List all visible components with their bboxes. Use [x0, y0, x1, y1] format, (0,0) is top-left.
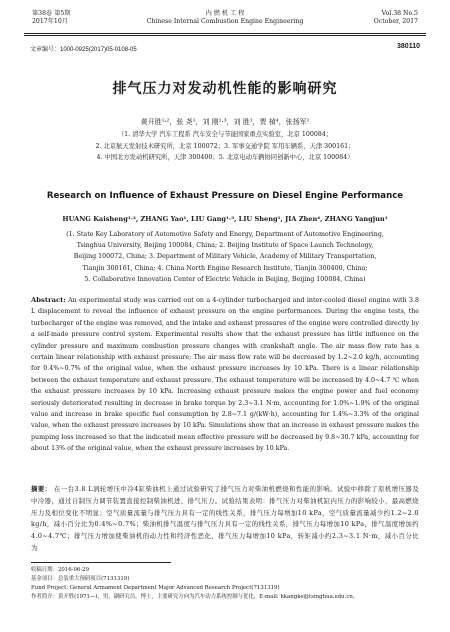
footnote-fund-en: Fund Project: General Armament Department Major Advanced Research Project(7131319)	[31, 585, 280, 591]
affiliation-line: 5. Collaborative Innovation Center of Electric Vehicle in Beijing, Beijing 100084, China)	[84, 275, 366, 283]
article-meta	[30, 44, 420, 54]
authors-english: HUANG Kaisheng¹·², ZHANG Yao¹, LIU Gang¹·³, LIU Sheng¹, JIA Zhen⁴, ZHANG Yangjun¹	[62, 215, 388, 223]
journal-name-cn: 内 燃 机 工 程	[205, 10, 245, 17]
abstract-text: An experimental study was carried out on a 4-cylinder turbocharged and inter-cooled diesel engine with 3.8 L displacement to reveal the influence of exhaust pressure on the engine performances. During the engine tests, the turbocharger of the engine was removed, and the intake and exhaust pressures of the engine were controlled directly by a self-made pressure control system. Experimental results show that the exhaust pressure has little influence on the cylinder pressure and maximum combustion pressure changes with crankshaft angle. The air mass flow rate has a certain linear relationship with exhaust pressure; The air mass flow rate will be decreased by 1.2~2.0 kg/h, accounting for 0.4%~0.7% of the original value, when the exhaust pressure increases by 10 kPa. There is a linear relationship between the exhaust temperature and exhaust pressure. The exhaust temperature will be increased by 4.0~4.7 ℃ when the exhaust pressure increases by 10 kPa. Increasing exhaust pressure makes the engine power and fuel economy seriously deteriorated resulting in decrease in brake torque by 2.3~3.1 N·m, accounting for 1.0%~1.9% of the original value and increase in brake specific fuel consumption by 2.8~7.1 g/(kW·h), accounting for 1.4%~3.3% of the original value, when the exhaust pressure increases by 10 kPa. Simulations show that an increase in exhaust pressure makes the pumping loss increased so that the indicated mean effective pressure will be decreased by 9.8~30.7 kPa, accounting for about 13% of the original value, when the exhaust pressure increases by 10 kPa.	[31, 297, 419, 453]
affiliation-line: Beijing 100072, China; 3. Department of Military Vehicle, Academy of Military Transportation,	[73, 253, 377, 261]
affiliations-chinese	[30, 129, 420, 164]
header-date-en: October, 2017	[373, 18, 418, 25]
affiliation-line: (1. State Key Laboratory of Automotive Safety and Energy, Department of Automotive Engineering,	[66, 231, 384, 238]
footnote-received: 收稿日期：2016-06-29	[31, 567, 90, 573]
affiliations-english	[30, 229, 420, 285]
journal-header	[24, 6, 426, 34]
affiliation-line: Tianjin 300161, China; 4. China North Engine Research Institute, Tianjin 300400, China;	[82, 264, 368, 272]
header-volume-en: Vol.38 No.5	[381, 10, 418, 17]
footnote-author: 作者简介：黄开胜(1971—)，男，副研究员，博士，主要研究方向为汽车动力系统控制与优化，E-mail: hkangke@tsinghua.edu.cn。	[31, 594, 359, 600]
header-volume: 第38卷 第5期	[32, 10, 71, 17]
journal-name-en: Chinese Internal Combustion Engine Engineering	[146, 18, 304, 25]
abstract-english	[31, 295, 419, 455]
header-volume-info-en	[374, 10, 418, 26]
header-journal-name	[24, 10, 426, 26]
affiliation-line: （1. 清华大学 汽车工程系 汽车安全与节能国家重点实验室，北京 100084；	[117, 131, 333, 138]
affiliation-line: 4. 中国北方发动机研究所，天津 300400；5. 北京电动车辆协同创新中心，北京 100084）	[96, 154, 354, 161]
abstract-label-cn: 摘要：	[31, 485, 52, 493]
classification-number: 380110	[397, 43, 420, 50]
header-rule	[24, 33, 426, 34]
abstract-label: Abstract:	[31, 296, 66, 304]
title-chinese: 排气压力对发动机性能的影响研究	[112, 81, 338, 97]
footnote-fund-cn: 基金项目：总装重大预研项目(7131319)	[31, 576, 130, 582]
affiliation-line: 2. 北京航天发射技术研究所，北京 100072；3. 军事交通学院 军用车辆系，天津 300161；	[95, 142, 355, 150]
article-number: 文章编号：1000-0925(2017)05-0108-05	[30, 47, 137, 53]
affiliation-line: Tsinghua University, Beijing 100084, China; 2. Beijing Institute of Space Launch Technology,	[76, 242, 374, 250]
header-date-cn: 2017年10月	[32, 18, 68, 25]
abstract-text-cn: 在一台3.8 L涡轮增压中冷4缸柴油机上通过试验研究了排气压力对柴油机燃烧和性能的影响。试验中移除了原机增压器及中冷器，通过自制压力调节装置直接控制柴油机进、排气压力。试验结果表明：排气压力对柴油机缸内压力的影响较小，最高燃烧压力及相位变化不明显；空气质量流量与排气压力具有一定的线性关系，排气压力每增加10 kPa，空气质量流量减少约1.2~2.0 kg/h，减小百分比为0.4%~0.7%；柴油机排气温度与排气压力具有一定的线性关系，排气压力每增加10 kPa，排气温度增加约4.0~4.7℃；排气压力增加使柴油机的动力性和经济性恶化，排气压力每增加10 kPa，转矩减小约2.3~3.1 N·m，减小百分比为	[31, 485, 420, 552]
title-english: Research on Influence of Exhaust Pressure on Diesel Engine Performance	[46, 191, 404, 201]
footnote-rule	[31, 562, 171, 563]
abstract-chinese	[31, 484, 419, 555]
header-rule-thin	[24, 35, 426, 36]
authors-chinese: 黄开胜¹·²，张 尧¹，刘 刚¹·³，刘 胜¹，贾 楨⁴，张扬军¹	[140, 118, 310, 126]
